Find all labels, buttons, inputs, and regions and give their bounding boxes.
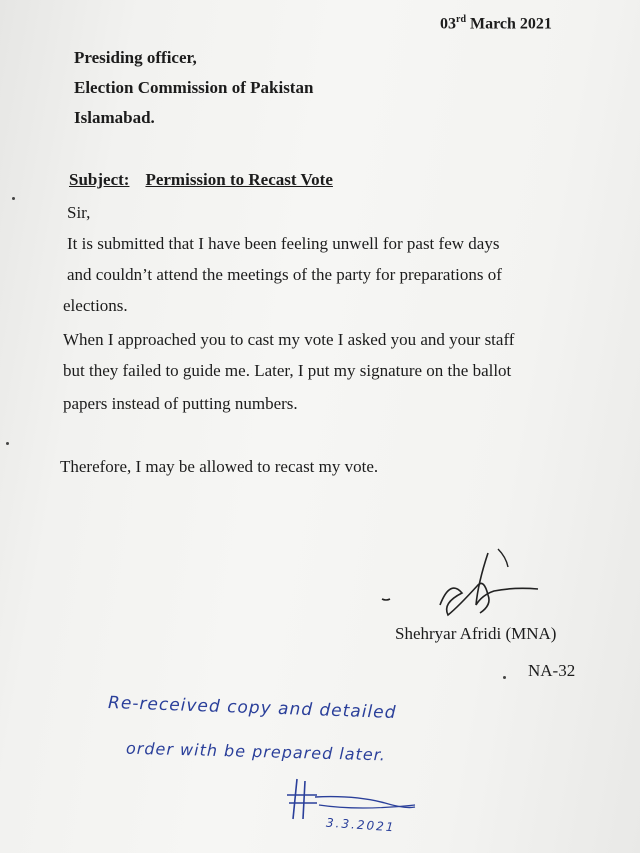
body-line: and couldn’t attend the meetings of the party for preparations of [67, 265, 502, 284]
handwritten-note-line-1: Re-received copy and detailed [107, 692, 397, 724]
salutation: Sir, [67, 203, 91, 222]
recipient-title: Presiding officer, [74, 48, 197, 67]
signatory-name: Shehryar Afridi (MNA) [395, 624, 557, 643]
recipient-organization: Election Commission of Pakistan [74, 78, 314, 97]
body-line: When I approached you to cast my vote I asked you and your staff [63, 330, 515, 349]
subject-label: Subject: [69, 170, 130, 189]
date-day: 03 [440, 15, 456, 33]
margin-dot [6, 442, 9, 445]
body-line: but they failed to guide me. Later, I put my signature on the ballot [63, 361, 512, 380]
margin-dot [12, 197, 15, 200]
recipient-city: Islamabad. [74, 108, 155, 127]
subject-line [69, 170, 333, 190]
stray-dot [503, 676, 506, 679]
closing-line: Therefore, I may be allowed to recast my vote. [60, 457, 379, 476]
body-line: papers instead of putting numbers. [63, 394, 298, 413]
letter-date [440, 14, 552, 33]
constituency: NA-32 [528, 661, 576, 680]
subject-text: Permission to Recast Vote [145, 170, 333, 189]
body-line: elections. [63, 296, 128, 315]
handwritten-note-line-2: order with be prepared later. [125, 738, 387, 765]
body-line: It is submitted that I have been feeling unwell for past few days [67, 234, 500, 253]
signature-mark [370, 545, 550, 625]
date-month-year: March 2021 [466, 15, 552, 33]
date-suffix: rd [456, 14, 466, 25]
handwritten-date: 3.3.2021 [325, 815, 396, 835]
